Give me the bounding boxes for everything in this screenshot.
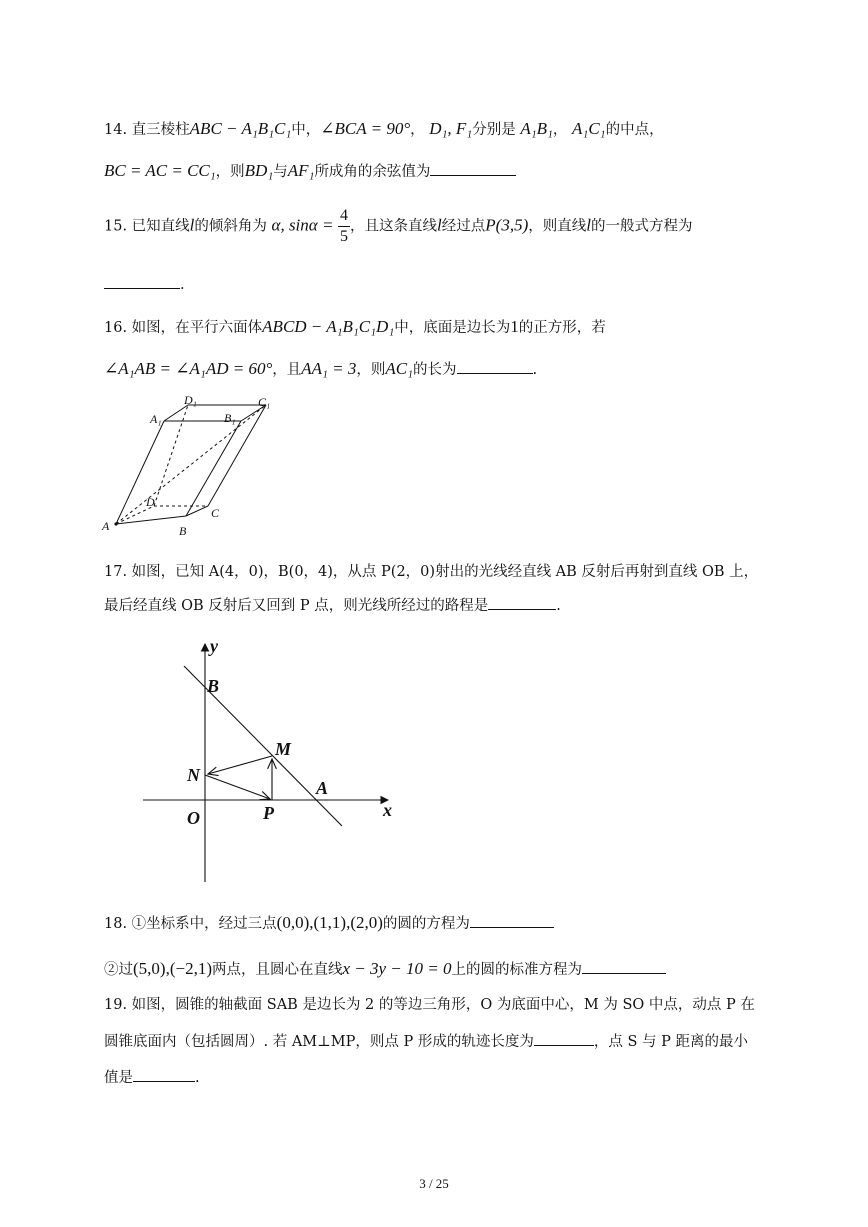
text: ，且 (272, 362, 302, 378)
math-expression: BD₁ (244, 161, 274, 180)
text: . (556, 598, 561, 614)
label-A: A (102, 519, 110, 533)
math-expression: (0,0),(1,1),(2,0) (276, 913, 383, 932)
text: ，且这条直线 (350, 218, 438, 235)
question-17-line-2 (104, 594, 561, 615)
parallelepiped-figure (96, 394, 286, 542)
edge-CC1 (208, 405, 266, 506)
answer-blank (582, 959, 666, 974)
text: 与 (273, 164, 288, 180)
text: ，则直线 (528, 218, 587, 235)
text: 的正方形，若 (518, 320, 606, 336)
math-expression: ∠A₁AB = ∠A₁AD = 60° (104, 359, 273, 378)
point-A (114, 522, 117, 525)
question-19-line-2 (104, 1030, 748, 1051)
fraction (338, 208, 350, 245)
math-expression: AA₁ = 3 (301, 359, 357, 378)
label-A1: A₁ (150, 412, 162, 426)
question-16-line-1 (104, 316, 606, 337)
math-expression: A₁C₁ (572, 119, 606, 138)
text: 坐标系中，经过三点 (146, 916, 277, 932)
math-expression: ABC − A₁B₁C₁ (189, 119, 292, 138)
math-variable: l (189, 215, 195, 235)
question-16-line-2 (104, 358, 537, 379)
ray-M-to-N (208, 756, 272, 774)
text: 经过点 (441, 218, 486, 235)
circled-number: ① (131, 916, 147, 932)
question-number: 18. (104, 916, 128, 932)
question-14-line-1 (104, 118, 664, 139)
text: 如图，在平行六面体 (131, 320, 263, 336)
text: ，则 (356, 362, 386, 378)
label-y: y (210, 636, 218, 656)
answer-blank (104, 274, 180, 289)
math-variable: l (586, 215, 591, 235)
label-B: B (207, 676, 220, 696)
question-15-line-1 (104, 208, 692, 245)
text: 已知直线 (131, 218, 190, 235)
edge-AA1 (116, 421, 164, 524)
text: 圆锥底面内（包括圆周）. 若 AM⊥MP，则点 P 形成的轨迹长度为 (104, 1034, 534, 1050)
math-expression: P(3,5) (485, 215, 529, 235)
math-expression: A₁B₁ (520, 119, 553, 138)
text: ，点 S 与 P 距离的最小 (593, 1034, 748, 1050)
math-expression: (5,0),(−2,1) (133, 959, 212, 978)
question-14-line-2 (104, 160, 516, 181)
text: 19. 如图，圆锥的轴截面 SAB 是边长为 2 的等边三角形，O 为底面中心，M 为 SO 中点，动点 P 在 (104, 997, 755, 1013)
text: ， (552, 122, 568, 138)
math-expression: x − 3y − 10 = 0 (342, 959, 452, 978)
text: ， (410, 122, 425, 138)
circled-number: ② (104, 962, 119, 978)
label-B1: B₁ (224, 411, 236, 425)
label-P: P (263, 803, 274, 823)
text: 的一般式方程为 (590, 218, 693, 235)
question-18-line-1 (104, 912, 554, 933)
question-number: 16. (104, 320, 128, 336)
text: 最后经直线 OB 反射后又回到 P 点，则光线所经过的路程是 (104, 598, 489, 614)
edge-AB (116, 516, 186, 524)
text: 的圆的方程为 (382, 916, 470, 932)
label-D: D (146, 495, 155, 509)
label-A: A (316, 778, 329, 798)
ray-N-to-P (205, 775, 270, 799)
answer-blank (457, 359, 533, 374)
math-expression: BC = AC = CC₁ (104, 161, 216, 180)
answer-blank (534, 1031, 594, 1046)
text: 分别是 (472, 122, 516, 138)
label-D1: D₁ (184, 394, 197, 407)
answer-blank (430, 161, 516, 176)
math-expression: ∠BCA = 90° (320, 119, 411, 138)
text: 的长为 (413, 362, 457, 378)
text: 上的圆的标准方程为 (451, 962, 582, 978)
answer-blank (133, 1067, 195, 1082)
fraction-numerator: 4 (338, 208, 350, 227)
text: 17. 如图，已知 A(4，0)，B(0，4)，从点 P(2，0)射出的光线经直线 AB 反射后再射到直线 OB 上， (104, 564, 759, 580)
text: . (180, 277, 185, 293)
label-B: B (179, 524, 187, 538)
fraction-denominator: 5 (340, 228, 349, 245)
label-N: N (187, 765, 200, 785)
answer-blank (488, 595, 556, 610)
label-C: C (211, 506, 220, 520)
text: . (532, 362, 538, 378)
text: ，则 (215, 164, 245, 180)
math-expression: AC₁ (385, 359, 414, 378)
text: 值是 (104, 1070, 133, 1086)
text: 中，底面是边长为 (394, 320, 511, 336)
question-15-line-2 (104, 274, 185, 293)
edge-A1D1 (164, 405, 188, 421)
text: 所成角的余弦值为 (314, 164, 431, 180)
math-expression: 1 (510, 317, 519, 336)
label-x: x (383, 800, 392, 820)
text: 的倾斜角为 (194, 218, 267, 235)
question-number: 14. (104, 122, 128, 138)
label-O: O (187, 808, 200, 828)
question-number: 15. (104, 218, 128, 235)
text: 直三棱柱 (131, 122, 190, 138)
text: 过 (118, 962, 133, 978)
text: 两点，且圆心在直线 (211, 962, 343, 978)
math-expression: α, sinα = (271, 215, 334, 235)
question-19-line-3 (104, 1066, 200, 1087)
label-M: M (275, 739, 292, 759)
text: 的中点， (605, 122, 664, 138)
page-number: 3 / 25 (419, 1176, 449, 1191)
question-18-line-2 (104, 958, 666, 979)
question-17-line-1 (104, 560, 758, 581)
math-expression: ABCD − A₁B₁C₁D₁ (262, 317, 395, 336)
text: 中， (291, 122, 321, 138)
math-variable: l (437, 215, 442, 235)
text: . (195, 1070, 200, 1086)
label-C1: C₁ (258, 395, 271, 409)
math-expression: D₁, F₁ (429, 119, 473, 138)
reflection-figure (138, 634, 408, 886)
question-19-line-1 (104, 993, 755, 1014)
answer-blank (470, 913, 554, 928)
math-expression: AF₁ (287, 161, 315, 180)
edge-BB1 (186, 421, 241, 516)
